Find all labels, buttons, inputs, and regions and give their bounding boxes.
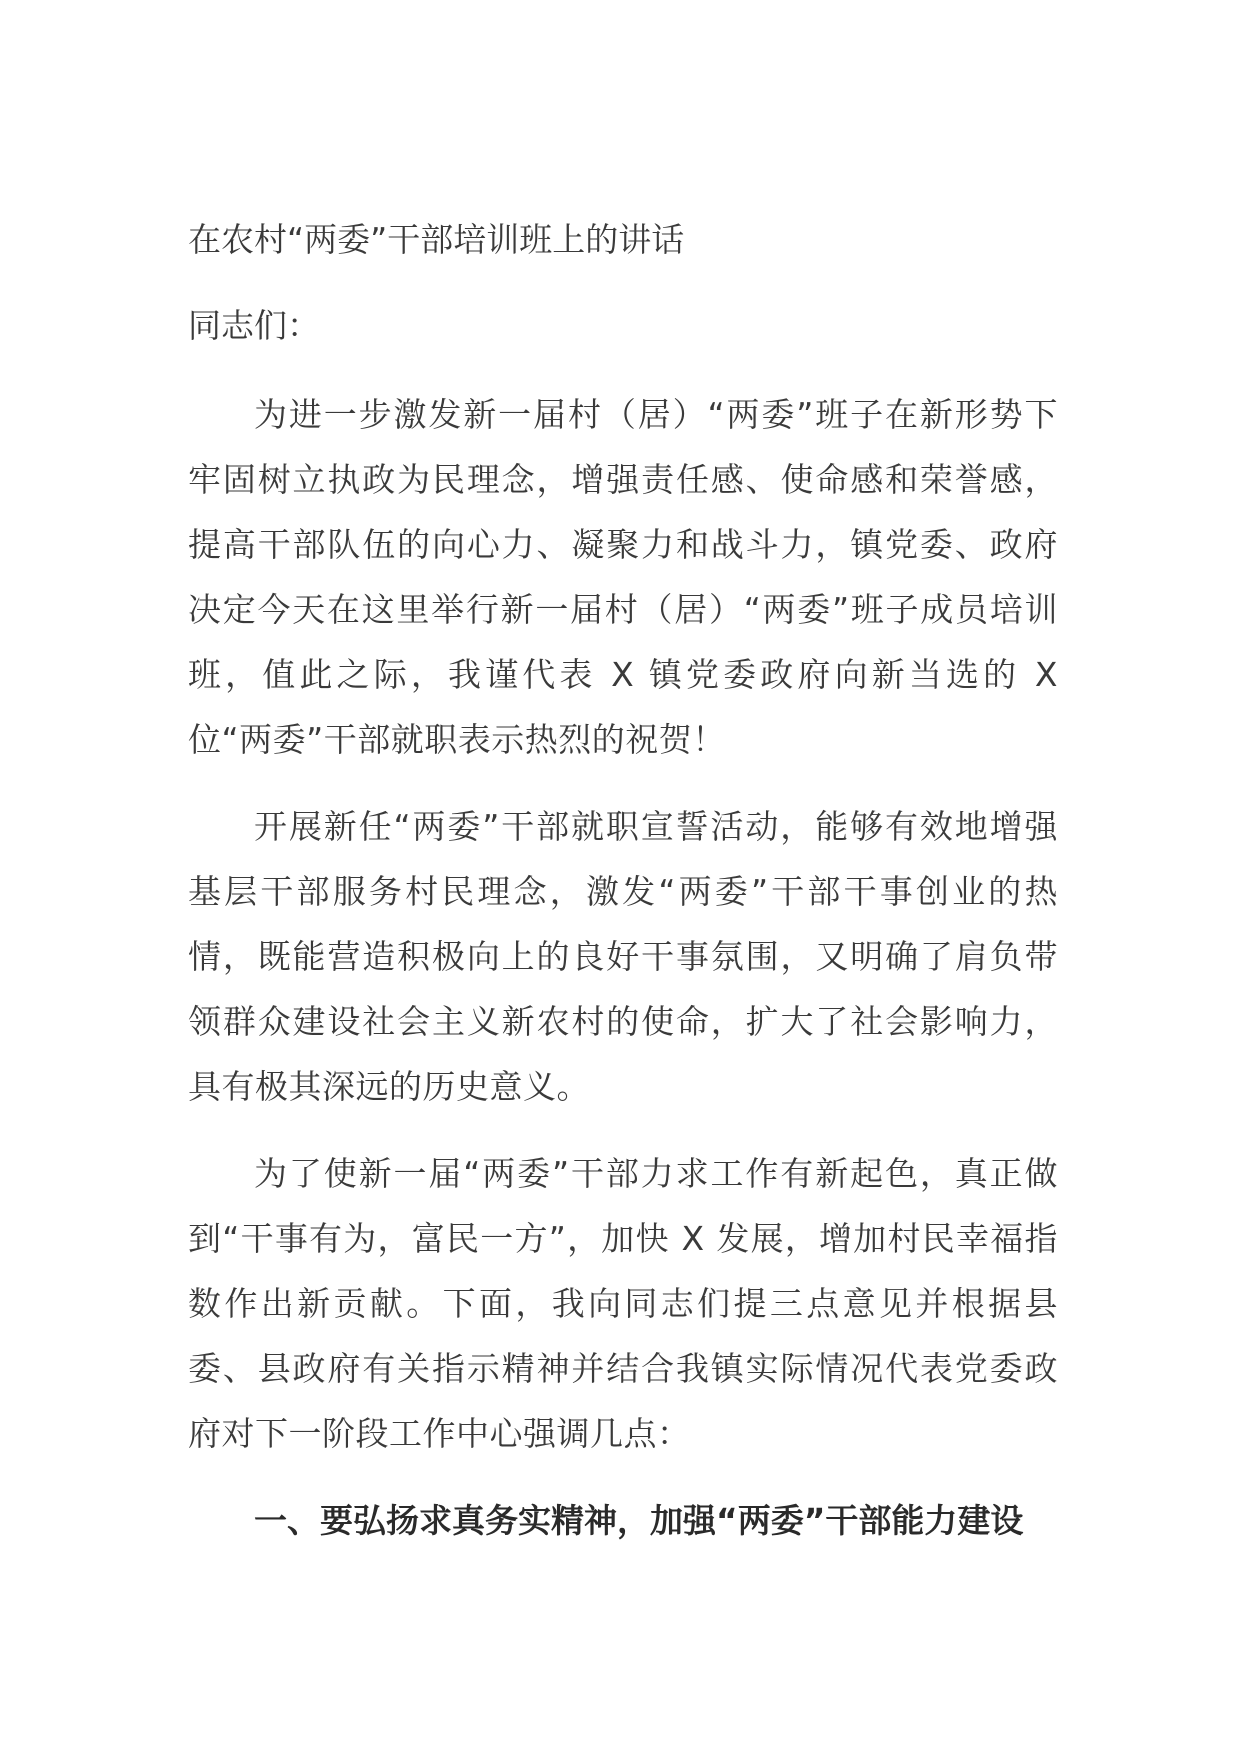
paragraph-3: 为了使新一届“两委”干部力求工作有新起色，真正做到“干事有为，富民一方”，加快 X 发展，增加村民幸福指数作出新贡献。下面，我向同志们提三点意见并根据县委、县政府有关指示精神并结合我镇实际情况代表党委政府对下一阶段工作中心强调几点： (188, 1154, 1058, 1453)
paragraph-1: 为进一步激发新一届村（居）“两委”班子在新形势下牢固树立执政为民理念，增强责任感、使命感和荣誉感，提高干部队伍的向心力、凝聚力和战斗力，镇党委、政府决定今天在这里举行新一届村（居）“两委”班子成员培训班，值此之际，我谨代表 X 镇党委政府向新当选的 X 位“两委”干部就职表示热烈的祝贺！ (188, 395, 1058, 759)
paragraph-2: 开展新任“两委”干部就职宣誓活动，能够有效地增强基层干部服务村民理念，激发“两委”干部干事创业的热情，既能营造积极向上的良好干事氛围，又明确了肩负带领群众建设社会主义新农村的使命，扩大了社会影响力，具有极其深远的历史意义。 (188, 807, 1058, 1106)
salutation: 同志们： (188, 306, 320, 345)
section-heading-1: 一、要弘扬求真务实精神，加强“两委”干部能力建设 (254, 1501, 1024, 1540)
document-body (188, 214, 1058, 1553)
document-title: 在农村“两委”干部培训班上的讲话 (188, 220, 685, 259)
